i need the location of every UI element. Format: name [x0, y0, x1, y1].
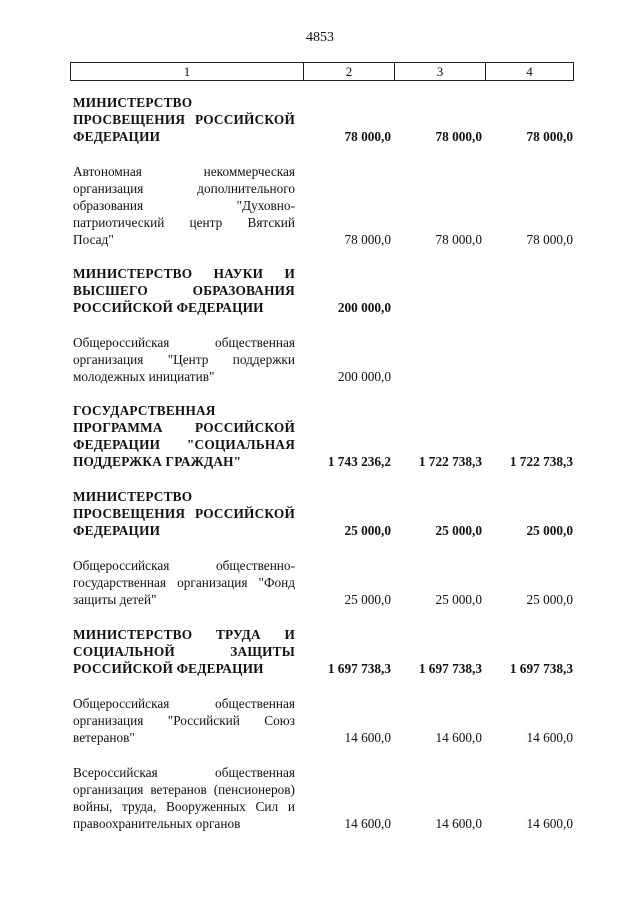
amount-col-4: 1 722 738,3	[509, 454, 573, 469]
column-header-4: 4	[486, 63, 574, 81]
row-spacer	[73, 470, 573, 488]
amount-col-3	[391, 334, 482, 385]
organization-row	[73, 764, 573, 832]
amount-col-4: 78 000,0	[526, 232, 573, 247]
amount-col-2: 14 600,0	[344, 816, 391, 831]
amount-col-2: 14 600,0	[344, 730, 391, 745]
ministry-row	[73, 265, 573, 316]
amount-col-3: 14 600,0	[435, 816, 482, 831]
amount-col-4: 25 000,0	[526, 592, 573, 607]
row-spacer	[73, 746, 573, 764]
amount-col-2: 25 000,0	[344, 523, 391, 538]
amount-col-3: 25 000,0	[435, 523, 482, 538]
row-spacer	[73, 608, 573, 626]
row-spacer	[73, 677, 573, 695]
organization-name: Всероссийская общественная организация ветеранов (пенсионеров) войны, труда, Вооруженных Сил и правоохранительных органов	[73, 765, 295, 831]
organization-row	[73, 334, 573, 385]
amount-col-3: 14 600,0	[435, 730, 482, 745]
amount-col-3: 1 722 738,3	[418, 454, 482, 469]
organization-name: Общероссийская общественная организация "Центр поддержки молодежных инициатив"	[73, 335, 295, 384]
amount-col-3	[391, 265, 482, 316]
amount-col-3: 25 000,0	[435, 592, 482, 607]
row-spacer	[73, 385, 573, 402]
row-spacer	[73, 316, 573, 334]
organization-name: Общероссийская общественная организация "Российский Союз ветеранов"	[73, 696, 295, 745]
organization-row	[73, 163, 573, 248]
column-header-2: 2	[304, 63, 395, 81]
ministry-name: МИНИСТЕРСТВО ПРОСВЕЩЕНИЯ РОССИЙСКОЙ ФЕДЕРАЦИИ	[73, 489, 295, 538]
amount-col-3: 78 000,0	[435, 129, 482, 144]
row-spacer	[73, 145, 573, 163]
amount-col-2: 25 000,0	[344, 592, 391, 607]
budget-table-body	[73, 94, 573, 832]
amount-col-4	[482, 334, 573, 385]
row-spacer	[73, 539, 573, 557]
amount-col-4: 14 600,0	[526, 816, 573, 831]
column-header-3: 3	[395, 63, 486, 81]
organization-name: Автономная некоммерческая организация дополнительного образования "Духовно-патриотический центр Вятский Посад"	[73, 164, 295, 247]
amount-col-2: 200 000,0	[337, 300, 391, 315]
amount-col-3: 1 697 738,3	[418, 661, 482, 676]
amount-col-2: 1 743 236,2	[327, 454, 391, 469]
amount-col-4: 14 600,0	[526, 730, 573, 745]
amount-col-2: 78 000,0	[344, 129, 391, 144]
ministry-row	[73, 626, 573, 677]
page-number: 4853	[306, 30, 334, 45]
amount-col-4: 25 000,0	[526, 523, 573, 538]
amount-col-2: 1 697 738,3	[327, 661, 391, 676]
ministry-name: МИНИСТЕРСТВО ПРОСВЕЩЕНИЯ РОССИЙСКОЙ ФЕДЕРАЦИИ	[73, 95, 295, 144]
row-spacer	[73, 248, 573, 265]
amount-col-2: 200 000,0	[337, 369, 391, 384]
ministry-name: ГОСУДАРСТВЕННАЯ ПРОГРАММА РОССИЙСКОЙ ФЕДЕРАЦИИ "СОЦИАЛЬНАЯ ПОДДЕРЖКА ГРАЖДАН"	[73, 403, 295, 469]
ministry-name: МИНИСТЕРСТВО ТРУДА И СОЦИАЛЬНОЙ ЗАЩИТЫ РОССИЙСКОЙ ФЕДЕРАЦИИ	[73, 627, 295, 676]
amount-col-4: 1 697 738,3	[509, 661, 573, 676]
organization-name: Общероссийская общественно-государственная организация "Фонд защиты детей"	[73, 558, 295, 607]
amount-col-2: 78 000,0	[344, 232, 391, 247]
column-header-row	[70, 62, 574, 81]
ministry-name: МИНИСТЕРСТВО НАУКИ И ВЫСШЕГО ОБРАЗОВАНИЯ РОССИЙСКОЙ ФЕДЕРАЦИИ	[73, 266, 295, 315]
organization-row	[73, 557, 573, 608]
organization-row	[73, 695, 573, 746]
amount-col-4	[482, 265, 573, 316]
ministry-row	[73, 488, 573, 539]
amount-col-4: 78 000,0	[526, 129, 573, 144]
column-header-1: 1	[71, 63, 304, 81]
ministry-row	[73, 402, 573, 470]
amount-col-3: 78 000,0	[435, 232, 482, 247]
ministry-row	[73, 94, 573, 145]
